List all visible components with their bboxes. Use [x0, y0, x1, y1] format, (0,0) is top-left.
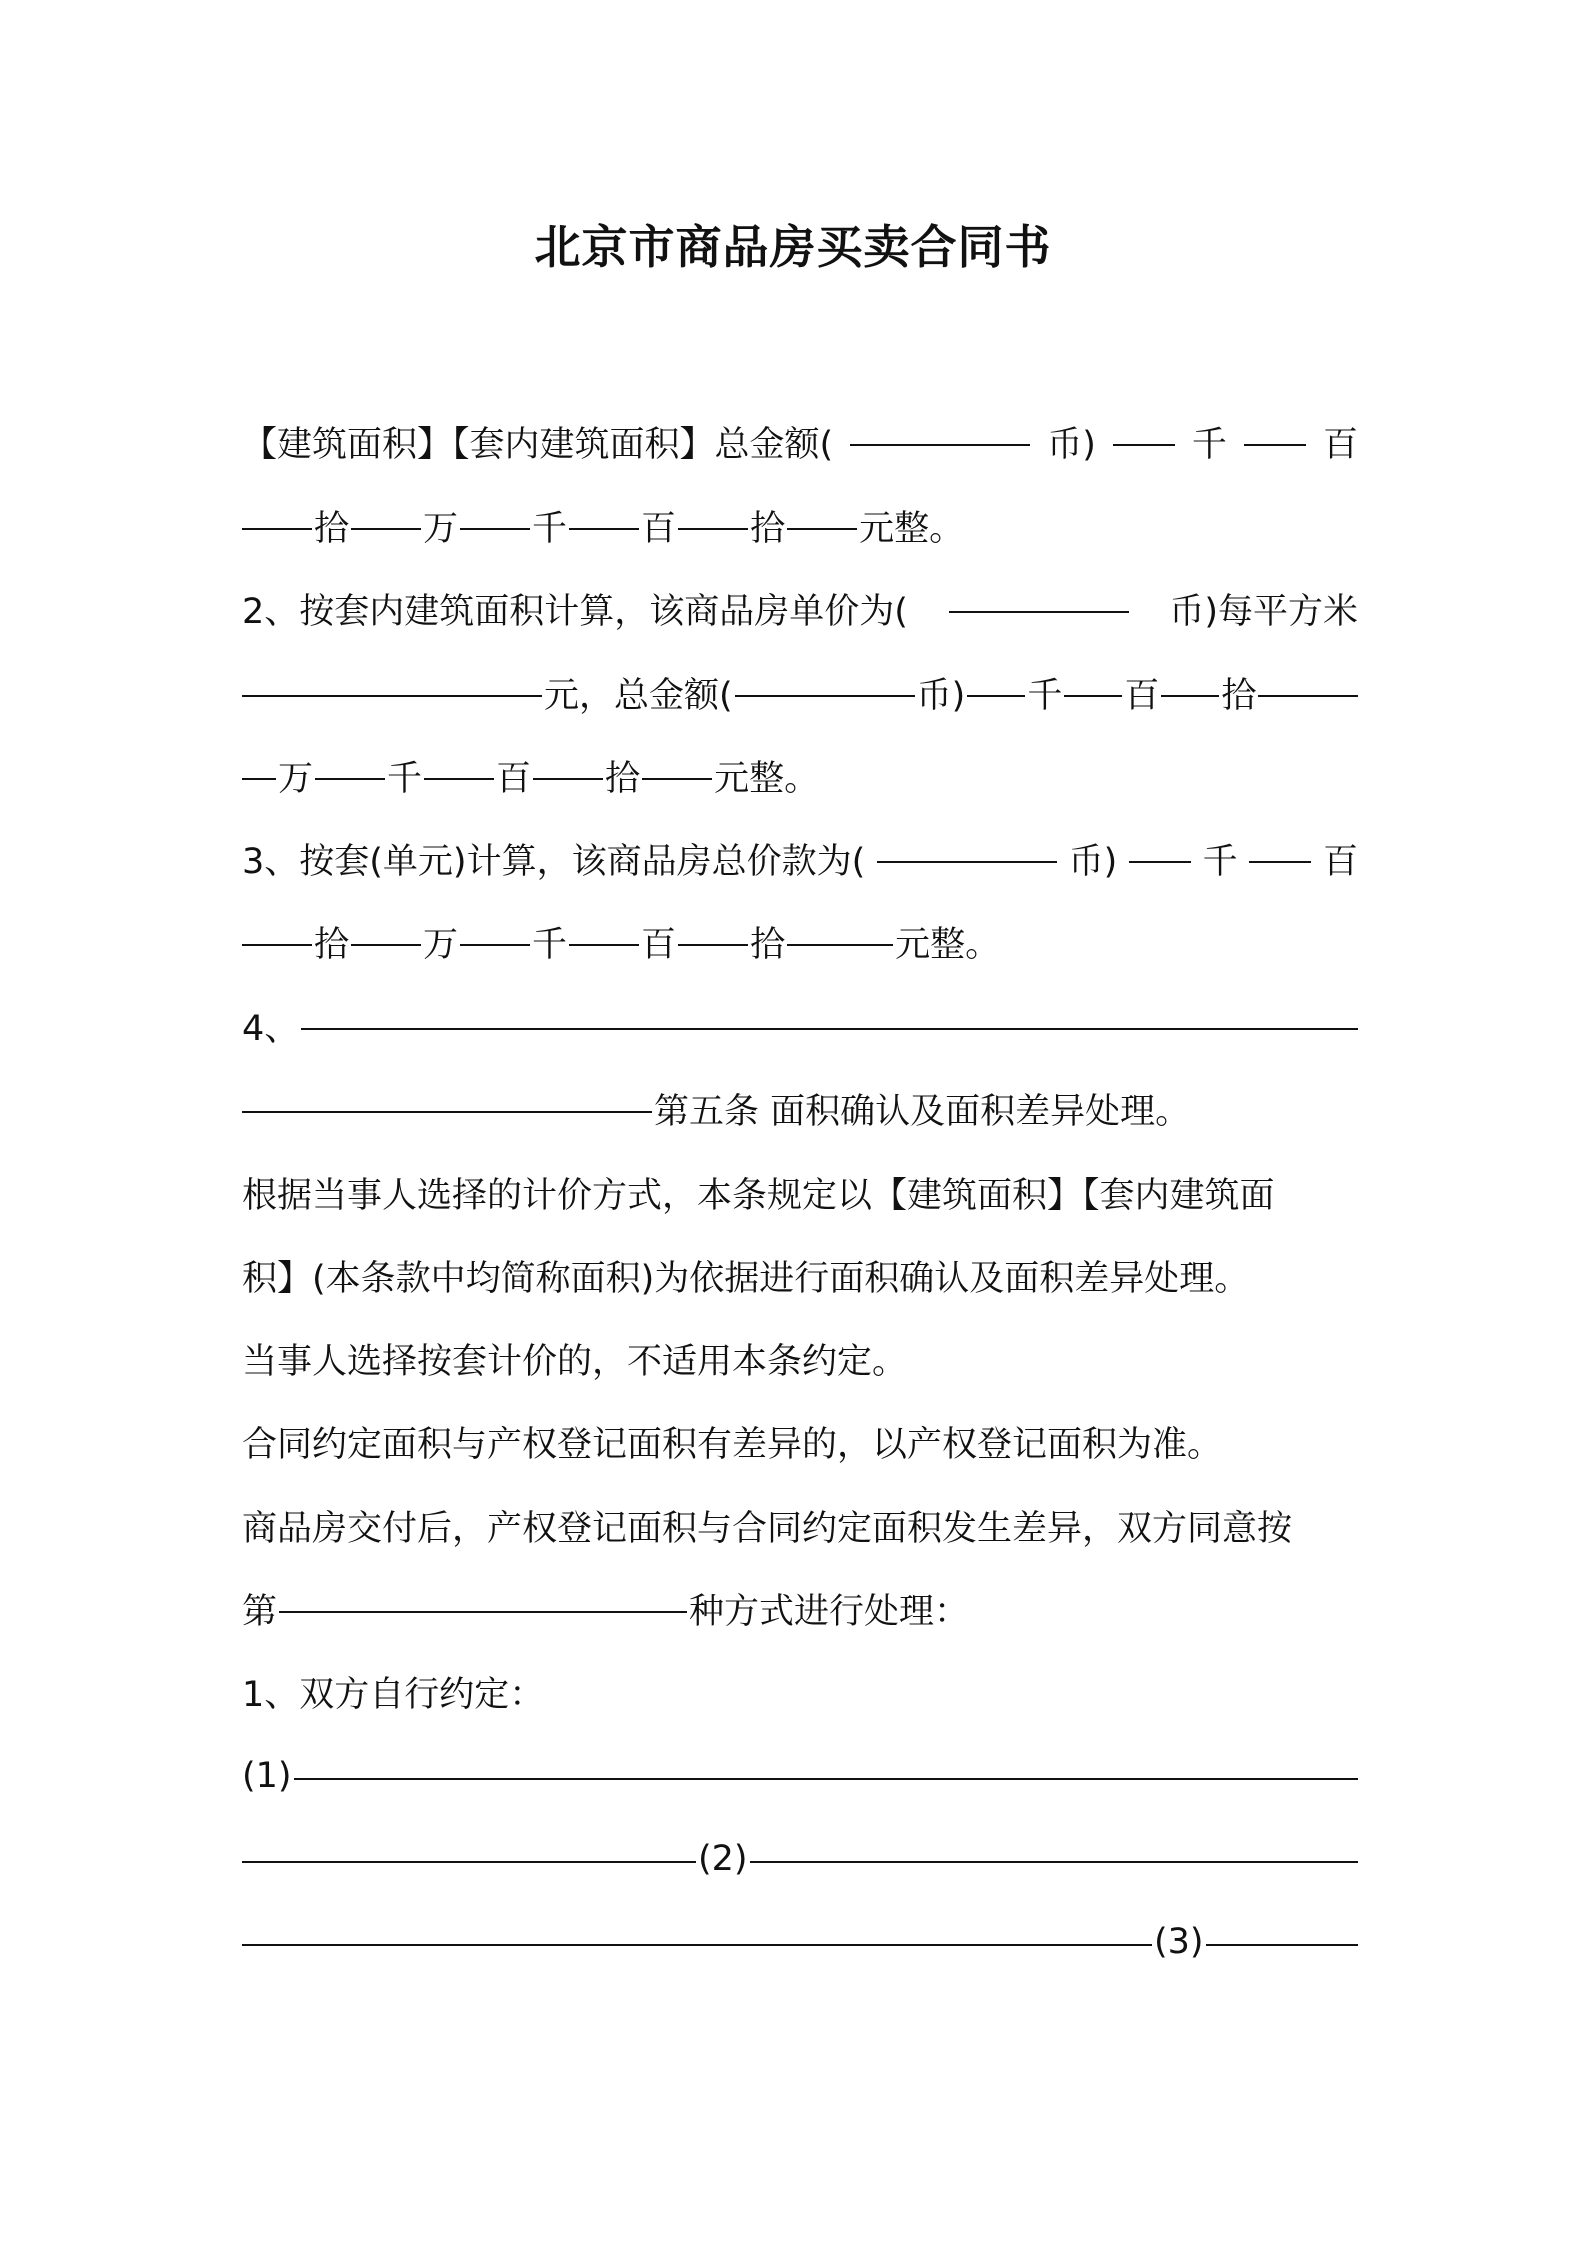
- line-text: 种方式进行处理：: [689, 1592, 970, 1632]
- blank-underline: [787, 944, 893, 946]
- text-line: [242, 657, 1358, 729]
- blank-underline: [1161, 695, 1219, 697]
- line-text: 千: [532, 509, 568, 549]
- line-text: 积】(本条款中均简称面积)为依据进行面积确认及面积差异处理。: [242, 1259, 1250, 1299]
- text-line: [242, 740, 1358, 812]
- line-text: 万: [423, 925, 459, 965]
- blank-underline: [1244, 444, 1306, 446]
- line-text: 万: [278, 759, 314, 799]
- line-text: 百: [641, 509, 677, 549]
- text-line: [242, 406, 1358, 478]
- line-text: 千: [1027, 676, 1063, 716]
- blank-underline: [642, 778, 712, 780]
- line-text: 3、按套(单元)计算，该商品房总价款为(: [242, 842, 866, 882]
- blank-underline: [294, 1778, 1358, 1780]
- line-text: 千: [387, 759, 423, 799]
- line-text: 千: [532, 925, 568, 965]
- line-text: 元，总金额(: [544, 676, 733, 716]
- blank-underline: [1113, 444, 1175, 446]
- blank-underline: [967, 695, 1025, 697]
- blank-underline: [569, 528, 639, 530]
- line-text: 拾: [1221, 676, 1257, 716]
- text-line: [242, 1656, 1358, 1728]
- line-text: 百: [496, 759, 532, 799]
- text-line: [242, 1157, 1358, 1229]
- line-text: 千: [1202, 842, 1238, 882]
- line-text: 2、按套内建筑面积计算，该商品房单价为(: [242, 592, 908, 632]
- line-text: 万: [423, 509, 459, 549]
- blank-underline: [1258, 695, 1358, 697]
- line-text: 拾: [750, 925, 786, 965]
- blank-underline: [1129, 861, 1191, 863]
- blank-underline: [850, 444, 1030, 446]
- blank-underline: [242, 944, 312, 946]
- line-text: 【建筑面积】【套内建筑面积】总金额(: [242, 425, 834, 465]
- blank-underline: [678, 528, 748, 530]
- line-text: 币): [1047, 425, 1096, 465]
- text-line: [242, 823, 1358, 895]
- blank-underline: [242, 1861, 696, 1863]
- blank-underline: [569, 944, 639, 946]
- line-text: 百: [1322, 425, 1358, 465]
- line-text: 根据当事人选择的计价方式，本条规定以【建筑面积】【套内建筑面: [242, 1176, 1275, 1216]
- line-text: 合同约定面积与产权登记面积有差异的，以产权登记面积为准。: [242, 1425, 1223, 1465]
- blank-underline: [242, 1111, 652, 1113]
- text-line: [242, 1490, 1358, 1562]
- text-line: [242, 906, 1358, 978]
- blank-underline: [301, 1028, 1358, 1030]
- blank-underline: [1206, 1944, 1358, 1946]
- line-text: (1): [242, 1756, 292, 1796]
- line-text: 4、: [242, 1009, 300, 1049]
- line-text: 百: [1124, 676, 1160, 716]
- blank-underline: [242, 1944, 1152, 1946]
- blank-underline: [351, 944, 421, 946]
- blank-underline: [533, 778, 603, 780]
- text-line: [242, 490, 1358, 562]
- line-text: 第: [242, 1592, 278, 1632]
- blank-underline: [242, 778, 276, 780]
- line-text: 1、双方自行约定：: [242, 1675, 545, 1715]
- blank-underline: [424, 778, 494, 780]
- blank-underline: [750, 1861, 1358, 1863]
- text-line: [242, 1573, 1358, 1645]
- blank-underline: [735, 695, 915, 697]
- section-heading: 第五条 面积确认及面积差异处理。: [654, 1092, 1191, 1132]
- text-line: [242, 1240, 1358, 1312]
- line-text: 元整。: [714, 759, 820, 799]
- line-text: 币)每平方米: [1169, 592, 1358, 632]
- blank-underline: [460, 944, 530, 946]
- blank-underline: [678, 944, 748, 946]
- line-text: 当事人选择按套计价的，不适用本条约定。: [242, 1342, 908, 1382]
- blank-underline: [949, 611, 1129, 613]
- text-line: [242, 573, 1358, 645]
- blank-underline: [351, 528, 421, 530]
- blank-underline: [279, 1611, 687, 1613]
- text-line: [242, 990, 1358, 1062]
- text-line: [242, 1906, 1358, 1978]
- text-line: [242, 1406, 1358, 1478]
- blank-underline: [787, 528, 857, 530]
- document-title: 北京市商品房买卖合同书: [534, 220, 1052, 274]
- line-text: 拾: [314, 509, 350, 549]
- text-line: [242, 1073, 1358, 1145]
- line-text: 千: [1191, 425, 1227, 465]
- blank-underline: [242, 528, 312, 530]
- line-text: 拾: [605, 759, 641, 799]
- line-text: (3): [1154, 1922, 1204, 1962]
- line-text: 元整。: [859, 509, 965, 549]
- line-text: 百: [1322, 842, 1358, 882]
- line-text: 商品房交付后，产权登记面积与合同约定面积发生差异，双方同意按: [242, 1509, 1293, 1549]
- blank-underline: [1249, 861, 1311, 863]
- line-text: 百: [641, 925, 677, 965]
- blank-underline: [242, 695, 542, 697]
- blank-underline: [1064, 695, 1122, 697]
- blank-underline: [315, 778, 385, 780]
- text-line: [242, 1323, 1358, 1395]
- text-line: [242, 1823, 1358, 1895]
- blank-underline: [877, 861, 1057, 863]
- line-text: 拾: [750, 509, 786, 549]
- text-line: [242, 1740, 1358, 1812]
- line-text: 拾: [314, 925, 350, 965]
- blank-underline: [460, 528, 530, 530]
- line-text: 币): [1068, 842, 1118, 882]
- line-text: 币): [916, 676, 966, 716]
- line-text: (2): [698, 1839, 748, 1879]
- line-text: 元整。: [895, 925, 1001, 965]
